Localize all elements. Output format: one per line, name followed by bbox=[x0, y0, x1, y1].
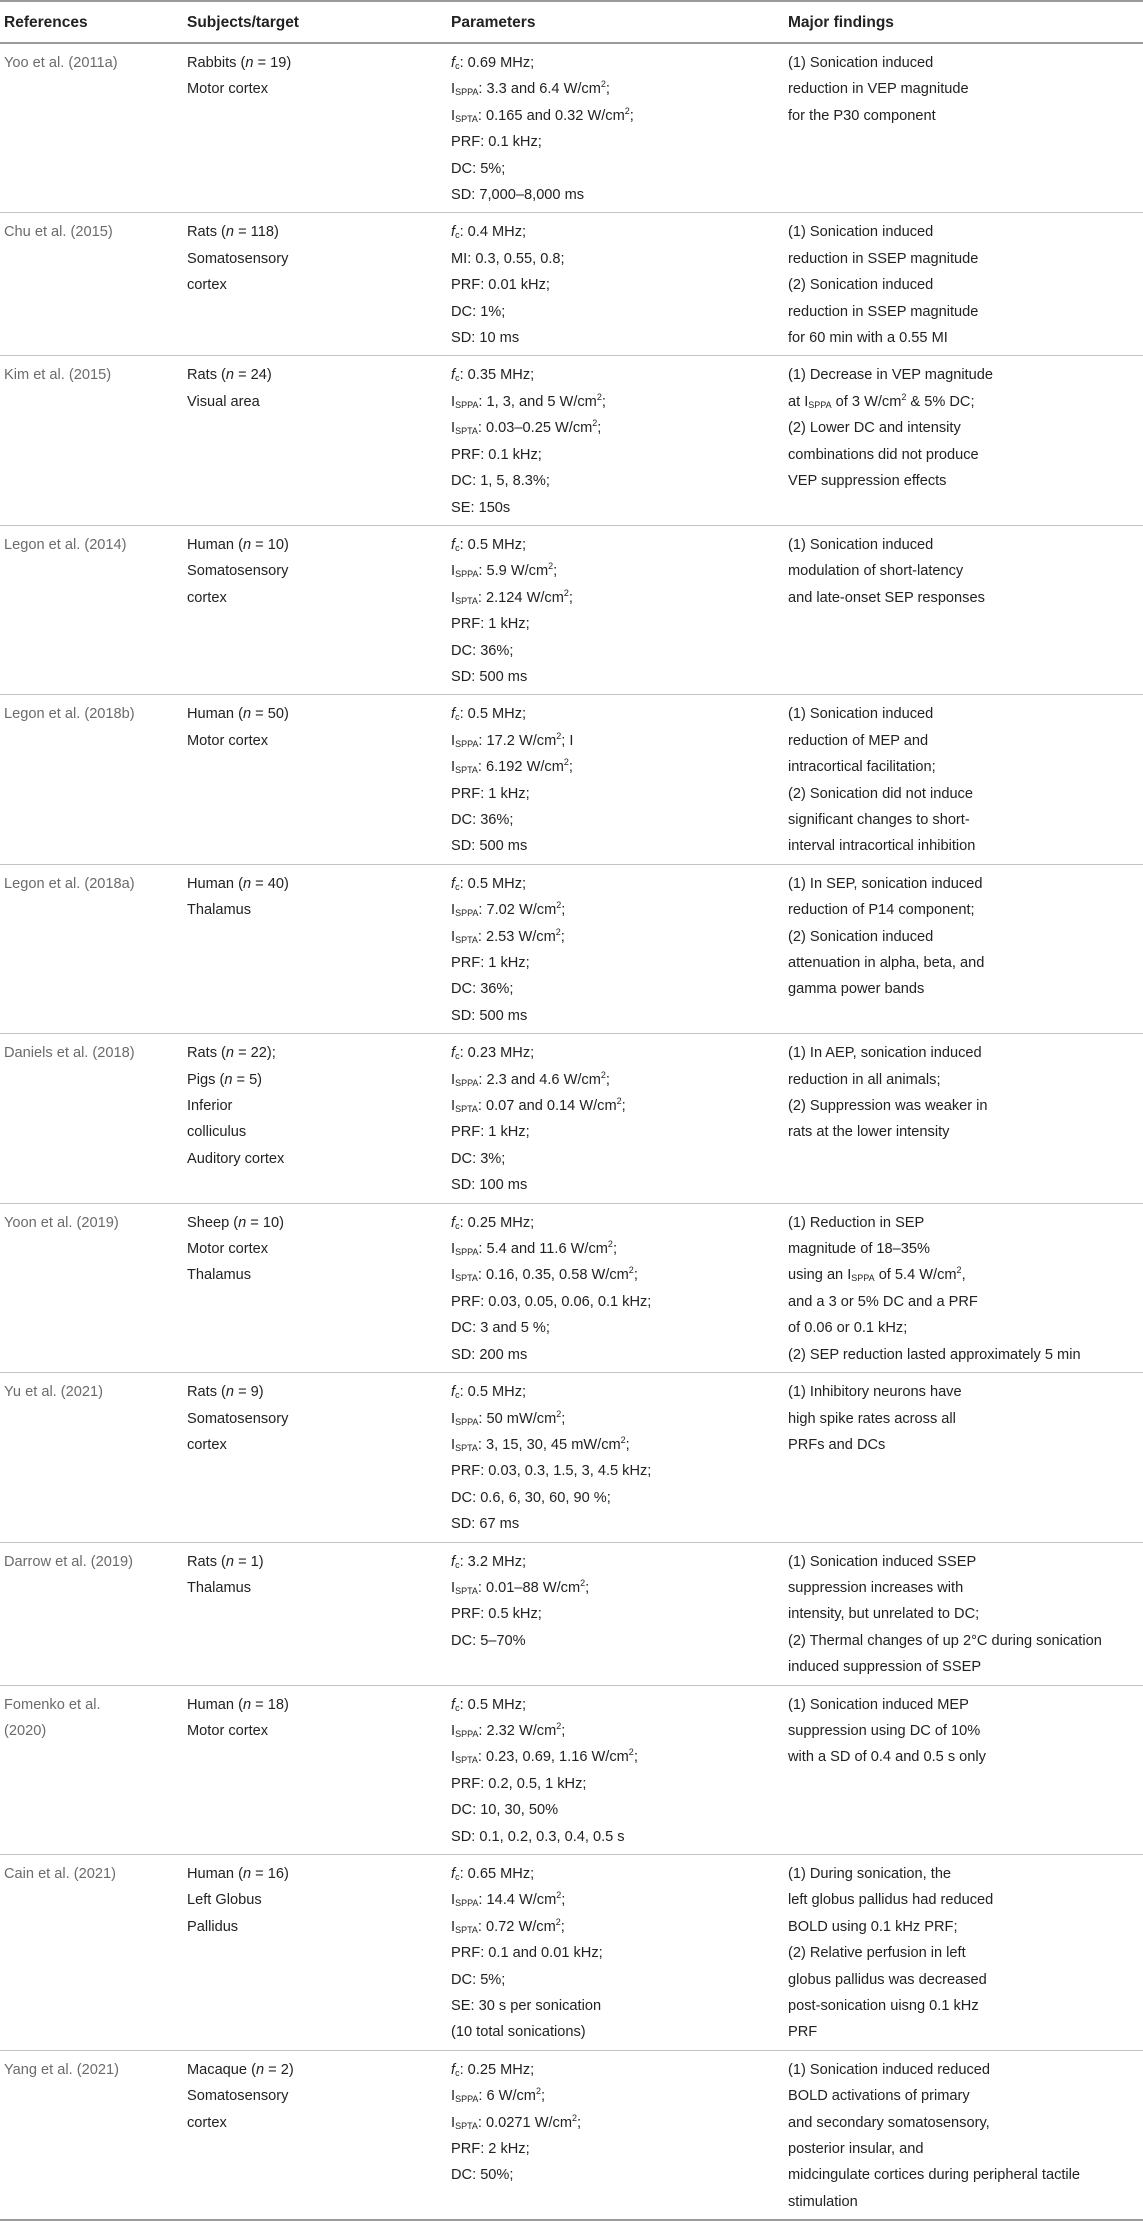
cell-line: DC: 3%; bbox=[451, 1150, 506, 1167]
table-row bbox=[0, 356, 1143, 525]
header-subjects-target: Subjects/target bbox=[187, 1, 451, 43]
cell-line: Motor cortex bbox=[187, 81, 269, 98]
cell-line: $I_{SPTA}$: 0.16, 0.35, 0.58 $W/cm^2$; bbox=[451, 1265, 638, 1284]
cell-line: $I_{SPTA}$: 0.07 and 0.14 $W/cm^2$; bbox=[451, 1096, 626, 1115]
reference-link[interactable]: Darrow et al. (2019) bbox=[4, 1553, 133, 1570]
findings-cell bbox=[788, 1373, 1143, 1542]
cell-line: PRF: 0.1 kHz; bbox=[451, 446, 542, 463]
subjects-cell bbox=[187, 695, 451, 864]
cell-line: $f_c$: 0.65 MHz; bbox=[451, 1866, 535, 1882]
cell-line: DC: 1, 5, 8.3%; bbox=[451, 473, 550, 490]
cell-line: PRF: 2 kHz; bbox=[451, 2141, 530, 2158]
cell-line: $f_c$: 0.5 MHz; bbox=[451, 1696, 527, 1713]
cell-line: (1) In AEP, sonication induced bbox=[788, 1045, 982, 1062]
cell-line: suppression increases with bbox=[788, 1579, 964, 1596]
cell-line: $I_{SPPA}$: 6 $W/cm^2$; bbox=[451, 2086, 546, 2105]
parameters-cell bbox=[451, 864, 788, 1033]
cell-line: $I_{SPPA}$: 17.2 $W/cm^2$; I bbox=[451, 730, 574, 749]
parameters-cell bbox=[451, 43, 788, 213]
cell-line: $I_{SPPA}$: 50 $mW/cm^2$; bbox=[451, 1408, 566, 1427]
cell-line: (1) Decrease in VEP magnitude bbox=[788, 367, 993, 384]
cell-line: Rabbits (n = 19) bbox=[187, 55, 292, 71]
cell-line: gamma power bands bbox=[788, 981, 925, 998]
reference-cell[interactable] bbox=[0, 1685, 187, 1854]
cell-line: $f_c$: 0.5 MHz; bbox=[451, 706, 527, 723]
cell-line: DC: 10, 30, 50% bbox=[451, 1802, 559, 1819]
cell-line: MI: 0.3, 0.55, 0.8; bbox=[451, 250, 565, 267]
parameters-cell bbox=[451, 1685, 788, 1854]
header-parameters: Parameters bbox=[451, 1, 788, 43]
cell-line: Human (n = 50) bbox=[187, 706, 289, 723]
reference-cell[interactable] bbox=[0, 1373, 187, 1542]
cell-line: DC: 5%; bbox=[451, 1971, 506, 1988]
cell-line: $f_c$: 0.5 MHz; bbox=[451, 1384, 527, 1401]
cell-line: Human (n = 18) bbox=[187, 1696, 289, 1713]
cell-line: Somatosensory bbox=[187, 250, 289, 267]
reference-cell[interactable] bbox=[0, 43, 187, 213]
cell-line: Rats (n = 24) bbox=[187, 367, 272, 384]
subjects-cell bbox=[187, 1373, 451, 1542]
cell-line: reduction in all animals; bbox=[788, 1071, 941, 1088]
cell-line: $f_c$: 0.5 MHz; bbox=[451, 875, 527, 892]
header-major-findings: Major findings bbox=[788, 1, 1143, 43]
cell-line: reduction in SSEP magnitude bbox=[788, 303, 979, 320]
cell-line: $I_{SPPA}$: 2.32 $W/cm^2$; bbox=[451, 1720, 566, 1739]
findings-cell bbox=[788, 43, 1143, 213]
cell-line: significant changes to short- bbox=[788, 811, 970, 828]
findings-cell bbox=[788, 525, 1143, 694]
cell-line: SE: 30 s per sonication bbox=[451, 1998, 602, 2015]
reference-cell[interactable] bbox=[0, 1542, 187, 1685]
cell-line: $I_{SPTA}$: 0.165 and 0.32 $W/cm^2$; bbox=[451, 105, 634, 124]
parameters-cell bbox=[451, 1542, 788, 1685]
cell-line: Thalamus bbox=[187, 1267, 252, 1284]
cell-line: induced suppression of SSEP bbox=[788, 1659, 982, 1676]
cell-line: (1) Sonication induced reduced bbox=[788, 2061, 991, 2078]
cell-line: DC: 36%; bbox=[451, 811, 514, 828]
cell-line: Motor cortex bbox=[187, 732, 269, 749]
reference-link[interactable]: Kim et al. (2015) bbox=[4, 367, 112, 384]
cell-line: cortex bbox=[187, 2114, 227, 2131]
reference-cell[interactable] bbox=[0, 525, 187, 694]
findings-cell bbox=[788, 864, 1143, 1033]
cell-line: Pallidus bbox=[187, 1918, 239, 1935]
cell-line: (1) Sonication induced bbox=[788, 706, 934, 723]
cell-line: and a 3 or 5% DC and a PRF bbox=[788, 1293, 978, 1310]
cell-line: $f_c$: 0.23 MHz; bbox=[451, 1045, 535, 1062]
cell-line: PRF: 0.1 and 0.01 kHz; bbox=[451, 1945, 603, 1962]
parameters-cell bbox=[451, 1034, 788, 1203]
cell-line: colliculus bbox=[187, 1124, 247, 1141]
cell-line: combinations did not produce bbox=[788, 446, 979, 463]
cell-line: $f_c$: 0.5 MHz; bbox=[451, 536, 527, 553]
table-header bbox=[0, 1, 1143, 43]
cell-line: DC: 0.6, 6, 30, 60, 90 %; bbox=[451, 1489, 611, 1506]
cell-line: posterior insular, and bbox=[788, 2141, 924, 2158]
subjects-cell bbox=[187, 43, 451, 213]
cell-line: $I_{SPTA}$: 2.124 $W/cm^2$; bbox=[451, 587, 573, 606]
parameters-cell bbox=[451, 356, 788, 525]
cell-line: SD: 7,000–8,000 ms bbox=[451, 187, 585, 204]
cell-line: PRF: 0.2, 0.5, 1 kHz; bbox=[451, 1775, 587, 1792]
table-row bbox=[0, 2050, 1143, 2220]
cell-line: SD: 200 ms bbox=[451, 1346, 528, 1363]
subjects-cell bbox=[187, 1542, 451, 1685]
reference-cell[interactable] bbox=[0, 695, 187, 864]
cell-line: PRF: 1 kHz; bbox=[451, 1124, 530, 1141]
cell-line: Rats (n = 22); bbox=[187, 1045, 276, 1062]
cell-line: SD: 100 ms bbox=[451, 1177, 528, 1194]
parameters-cell bbox=[451, 525, 788, 694]
cell-line: (2) Thermal changes of up 2°C during sonication bbox=[788, 1632, 1102, 1649]
parameters-cell bbox=[451, 1373, 788, 1542]
cell-line: $I_{SPPA}$: 5.4 and 11.6 $W/cm^2$; bbox=[451, 1239, 617, 1258]
findings-cell bbox=[788, 1203, 1143, 1372]
cell-line: $I_{SPPA}$: 3.3 and 6.4 $W/cm^2$; bbox=[451, 79, 610, 98]
reference-cell[interactable] bbox=[0, 213, 187, 356]
cell-line: Rats (n = 1) bbox=[187, 1553, 264, 1570]
cell-line: $f_c$: 0.25 MHz; bbox=[451, 1214, 535, 1231]
cell-line: (2) Sonication induced bbox=[788, 277, 934, 294]
cell-line: of 0.06 or 0.1 kHz; bbox=[788, 1320, 908, 1337]
findings-cell bbox=[788, 1034, 1143, 1203]
table-row bbox=[0, 43, 1143, 213]
table-row bbox=[0, 213, 1143, 356]
cell-line: Motor cortex bbox=[187, 1722, 269, 1739]
reference-link[interactable]: Daniels et al. (2018) bbox=[4, 1045, 135, 1062]
cell-line: Auditory cortex bbox=[187, 1150, 285, 1167]
findings-cell bbox=[788, 356, 1143, 525]
reference-link[interactable]: Fomenko et al. bbox=[4, 1696, 101, 1713]
subjects-cell bbox=[187, 1203, 451, 1372]
cell-line: PRF: 1 kHz; bbox=[451, 616, 530, 633]
cell-line: intracortical facilitation; bbox=[788, 759, 936, 776]
header-row bbox=[0, 1, 1143, 43]
table-body bbox=[0, 43, 1143, 2220]
findings-cell bbox=[788, 695, 1143, 864]
cell-line: (2) Suppression was weaker in bbox=[788, 1098, 988, 1115]
cell-line: post-sonication uisng 0.1 kHz bbox=[788, 1998, 979, 2015]
cell-line: BOLD activations of primary bbox=[788, 2088, 970, 2105]
parameters-cell bbox=[451, 1855, 788, 2051]
cell-line: SD: 500 ms bbox=[451, 838, 528, 855]
cell-line: (1) In SEP, sonication induced bbox=[788, 875, 983, 892]
cell-line: Thalamus bbox=[187, 902, 252, 919]
cell-line: DC: 50%; bbox=[451, 2167, 514, 2184]
cell-line: reduction in SSEP magnitude bbox=[788, 250, 979, 267]
cell-line: Human (n = 10) bbox=[187, 536, 289, 553]
cell-line: using an $I_{SPPA}$ of 5.4 $W/cm^2$, bbox=[788, 1265, 966, 1284]
cell-line: (1) Sonication induced bbox=[788, 536, 934, 553]
cell-line: globus pallidus was decreased bbox=[788, 1971, 987, 1988]
cell-line: SD: 0.1, 0.2, 0.3, 0.4, 0.5 s bbox=[451, 1828, 625, 1845]
subjects-cell bbox=[187, 864, 451, 1033]
cell-line: at $I_{SPPA}$ of 3 $W/cm^2$ & 5% DC; bbox=[788, 391, 975, 410]
cell-line: cortex bbox=[187, 589, 227, 606]
cell-line: $I_{SPPA}$: 1, 3, and 5 $W/cm^2$; bbox=[451, 391, 606, 410]
subjects-cell bbox=[187, 2050, 451, 2220]
findings-cell bbox=[788, 1855, 1143, 2051]
cell-line: PRF: 0.01 kHz; bbox=[451, 277, 550, 294]
cell-line: (2) SEP reduction lasted approximately 5 min bbox=[788, 1346, 1081, 1363]
cell-line: for 60 min with a 0.55 MI bbox=[788, 330, 948, 347]
cell-line: attenuation in alpha, beta, and bbox=[788, 955, 985, 971]
cell-line: Human (n = 16) bbox=[187, 1866, 289, 1882]
cell-line: cortex bbox=[187, 277, 227, 294]
cell-line: Macaque (n = 2) bbox=[187, 2061, 294, 2078]
cell-line: stimulation bbox=[788, 2193, 858, 2210]
reference-cell[interactable] bbox=[0, 2050, 187, 2220]
cell-line: Motor cortex bbox=[187, 1241, 269, 1258]
cell-line: (1) Inhibitory neurons have bbox=[788, 1384, 962, 1401]
cell-line: (2) Lower DC and intensity bbox=[788, 420, 961, 437]
cell-line: PRF bbox=[788, 2024, 818, 2041]
findings-cell bbox=[788, 1685, 1143, 1854]
cell-line: PRF: 1 kHz; bbox=[451, 785, 530, 802]
cell-line: (1) During sonication, the bbox=[788, 1866, 952, 1882]
cell-line: left globus pallidus had reduced bbox=[788, 1892, 994, 1909]
subjects-cell bbox=[187, 1034, 451, 1203]
cell-line: VEP suppression effects bbox=[788, 473, 947, 490]
cell-line: high spike rates across all bbox=[788, 1410, 956, 1427]
cell-line: cortex bbox=[187, 1436, 227, 1453]
cell-line: midcingulate cortices during peripheral tactile bbox=[788, 2167, 1081, 2184]
reference-link[interactable]: Cain et al. (2021) bbox=[4, 1866, 116, 1882]
cell-line: reduction of MEP and bbox=[788, 732, 929, 749]
subjects-cell bbox=[187, 525, 451, 694]
cell-line: Visual area bbox=[187, 393, 260, 410]
cell-line: (1) Sonication induced bbox=[788, 55, 934, 71]
cell-line: (1) Sonication induced bbox=[788, 224, 934, 241]
subjects-cell bbox=[187, 1855, 451, 2051]
cell-line: Sheep (n = 10) bbox=[187, 1214, 284, 1231]
cell-line: suppression using DC of 10% bbox=[788, 1722, 981, 1739]
cell-line: Thalamus bbox=[187, 1579, 252, 1596]
cell-line: reduction in VEP magnitude bbox=[788, 81, 969, 98]
cell-line: Left Globus bbox=[187, 1892, 262, 1909]
cell-line: $f_c$: 0.35 MHz; bbox=[451, 367, 535, 384]
parameters-cell bbox=[451, 213, 788, 356]
reference-cell[interactable] bbox=[0, 356, 187, 525]
parameters-cell bbox=[451, 695, 788, 864]
reference-link[interactable]: Yoon et al. (2019) bbox=[4, 1214, 119, 1231]
reference-link[interactable]: Legon et al. (2018b) bbox=[4, 706, 135, 723]
cell-line: $I_{SPTA}$: 0.01–88 $W/cm^2$; bbox=[451, 1577, 590, 1596]
cell-line: SE: 150s bbox=[451, 499, 511, 516]
cell-line: magnitude of 18–35% bbox=[788, 1241, 930, 1258]
reference-cell[interactable] bbox=[0, 1034, 187, 1203]
cell-line: for the P30 component bbox=[788, 107, 936, 124]
table-row bbox=[0, 1373, 1143, 1542]
cell-line: $I_{SPTA}$: 0.0271 $W/cm^2$; bbox=[451, 2112, 582, 2131]
cell-line: SD: 500 ms bbox=[451, 668, 528, 685]
cell-line: and secondary somatosensory, bbox=[788, 2114, 990, 2131]
cell-line: PRF: 0.1 kHz; bbox=[451, 134, 542, 151]
header-references: References bbox=[0, 1, 187, 43]
cell-line: interval intracortical inhibition bbox=[788, 838, 976, 855]
cell-line: rats at the lower intensity bbox=[788, 1124, 950, 1141]
cell-line: PRF: 0.5 kHz; bbox=[451, 1606, 542, 1623]
table-row bbox=[0, 525, 1143, 694]
cell-line: PRF: 0.03, 0.05, 0.06, 0.1 kHz; bbox=[451, 1293, 652, 1310]
reference-link[interactable]: Legon et al. (2014) bbox=[4, 536, 127, 553]
cell-line: Human (n = 40) bbox=[187, 875, 289, 892]
cell-line: modulation of short-latency bbox=[788, 563, 964, 580]
cell-line: BOLD using 0.1 kHz PRF; bbox=[788, 1918, 958, 1935]
cell-line: (1) Sonication induced MEP bbox=[788, 1696, 969, 1713]
cell-line: SD: 500 ms bbox=[451, 1007, 528, 1024]
reference-cell[interactable] bbox=[0, 864, 187, 1033]
cell-line: PRF: 1 kHz; bbox=[451, 955, 530, 971]
reference-link[interactable]: Legon et al. (2018a) bbox=[4, 875, 135, 892]
cell-line: $I_{SPTA}$: 3, 15, 30, 45 $mW/cm^2$; bbox=[451, 1434, 630, 1453]
cell-line: $I_{SPTA}$: 2.53 $W/cm^2$; bbox=[451, 926, 565, 945]
cell-line: Rats (n = 9) bbox=[187, 1384, 264, 1401]
parameters-cell bbox=[451, 1203, 788, 1372]
cell-line: DC: 1%; bbox=[451, 303, 506, 320]
cell-line: $f_c$: 0.69 MHz; bbox=[451, 55, 535, 71]
cell-line: SD: 10 ms bbox=[451, 330, 520, 347]
table-row bbox=[0, 695, 1143, 864]
reference-cell[interactable] bbox=[0, 1203, 187, 1372]
cell-line: Somatosensory bbox=[187, 563, 289, 580]
cell-line: intensity, but unrelated to DC; bbox=[788, 1606, 980, 1623]
subjects-cell bbox=[187, 356, 451, 525]
cell-line: (2) Sonication did not induce bbox=[788, 785, 973, 802]
table-row bbox=[0, 864, 1143, 1033]
reference-cell[interactable] bbox=[0, 1855, 187, 2051]
cell-line: $I_{SPPA}$: 5.9 $W/cm^2$; bbox=[451, 561, 558, 580]
cell-line: Inferior bbox=[187, 1098, 233, 1115]
findings-cell bbox=[788, 2050, 1143, 2220]
cell-line: reduction of P14 component; bbox=[788, 902, 975, 919]
cell-line: $I_{SPTA}$: 0.23, 0.69, 1.16 $W/cm^2$; bbox=[451, 1747, 638, 1766]
cell-line: DC: 5–70% bbox=[451, 1632, 526, 1649]
cell-line: $I_{SPTA}$: 0.03–0.25 $W/cm^2$; bbox=[451, 418, 602, 437]
reference-link[interactable]: Yang et al. (2021) bbox=[4, 2061, 119, 2078]
reference-link[interactable]: (2020) bbox=[4, 1722, 47, 1739]
cell-line: Somatosensory bbox=[187, 2088, 289, 2105]
reference-link[interactable]: Yu et al. (2021) bbox=[4, 1384, 103, 1401]
cell-line: $f_c$: 3.2 MHz; bbox=[451, 1553, 527, 1570]
table-row bbox=[0, 1034, 1143, 1203]
cell-line: (2) Relative perfusion in left bbox=[788, 1945, 966, 1962]
cell-line: $I_{SPTA}$: 6.192 $W/cm^2$; bbox=[451, 757, 573, 776]
cell-line: $I_{SPTA}$: 0.72 $W/cm^2$; bbox=[451, 1916, 565, 1935]
table-row bbox=[0, 1203, 1143, 1372]
cell-line: (1) Reduction in SEP bbox=[788, 1214, 925, 1231]
cell-line: PRFs and DCs bbox=[788, 1436, 886, 1453]
table-row bbox=[0, 1685, 1143, 1854]
cell-line: (2) Sonication induced bbox=[788, 928, 934, 945]
cell-line: DC: 5%; bbox=[451, 160, 506, 177]
cell-line: $f_c$: 0.25 MHz; bbox=[451, 2061, 535, 2078]
findings-cell bbox=[788, 1542, 1143, 1685]
cell-line: with a SD of 0.4 and 0.5 s only bbox=[788, 1749, 986, 1766]
cell-line: DC: 36%; bbox=[451, 981, 514, 998]
cell-line: $I_{SPPA}$: 7.02 $W/cm^2$; bbox=[451, 900, 566, 919]
cell-line: (1) Sonication induced SSEP bbox=[788, 1553, 977, 1570]
subjects-cell bbox=[187, 213, 451, 356]
reference-link[interactable]: Yoo et al. (2011a) bbox=[4, 55, 118, 71]
cell-line: Pigs (n = 5) bbox=[187, 1071, 263, 1088]
cell-line: Somatosensory bbox=[187, 1410, 289, 1427]
cell-line: (10 total sonications) bbox=[451, 2024, 586, 2041]
cell-line: DC: 3 and 5 %; bbox=[451, 1320, 550, 1337]
table-row bbox=[0, 1542, 1143, 1685]
cell-line: PRF: 0.03, 0.3, 1.5, 3, 4.5 kHz; bbox=[451, 1463, 652, 1480]
parameters-cell bbox=[451, 2050, 788, 2220]
findings-cell bbox=[788, 213, 1143, 356]
cell-line: and late-onset SEP responses bbox=[788, 589, 985, 606]
cell-line: $f_c$: 0.4 MHz; bbox=[451, 224, 527, 241]
cell-line: SD: 67 ms bbox=[451, 1516, 520, 1533]
cell-line: Rats (n = 118) bbox=[187, 224, 279, 241]
table-row bbox=[0, 1855, 1143, 2051]
cell-line: DC: 36%; bbox=[451, 642, 514, 659]
reference-link[interactable]: Chu et al. (2015) bbox=[4, 224, 113, 241]
cell-line: $I_{SPPA}$: 2.3 and 4.6 $W/cm^2$; bbox=[451, 1069, 610, 1088]
cell-line: $I_{SPPA}$: 14.4 $W/cm^2$; bbox=[451, 1890, 566, 1909]
subjects-cell bbox=[187, 1685, 451, 1854]
